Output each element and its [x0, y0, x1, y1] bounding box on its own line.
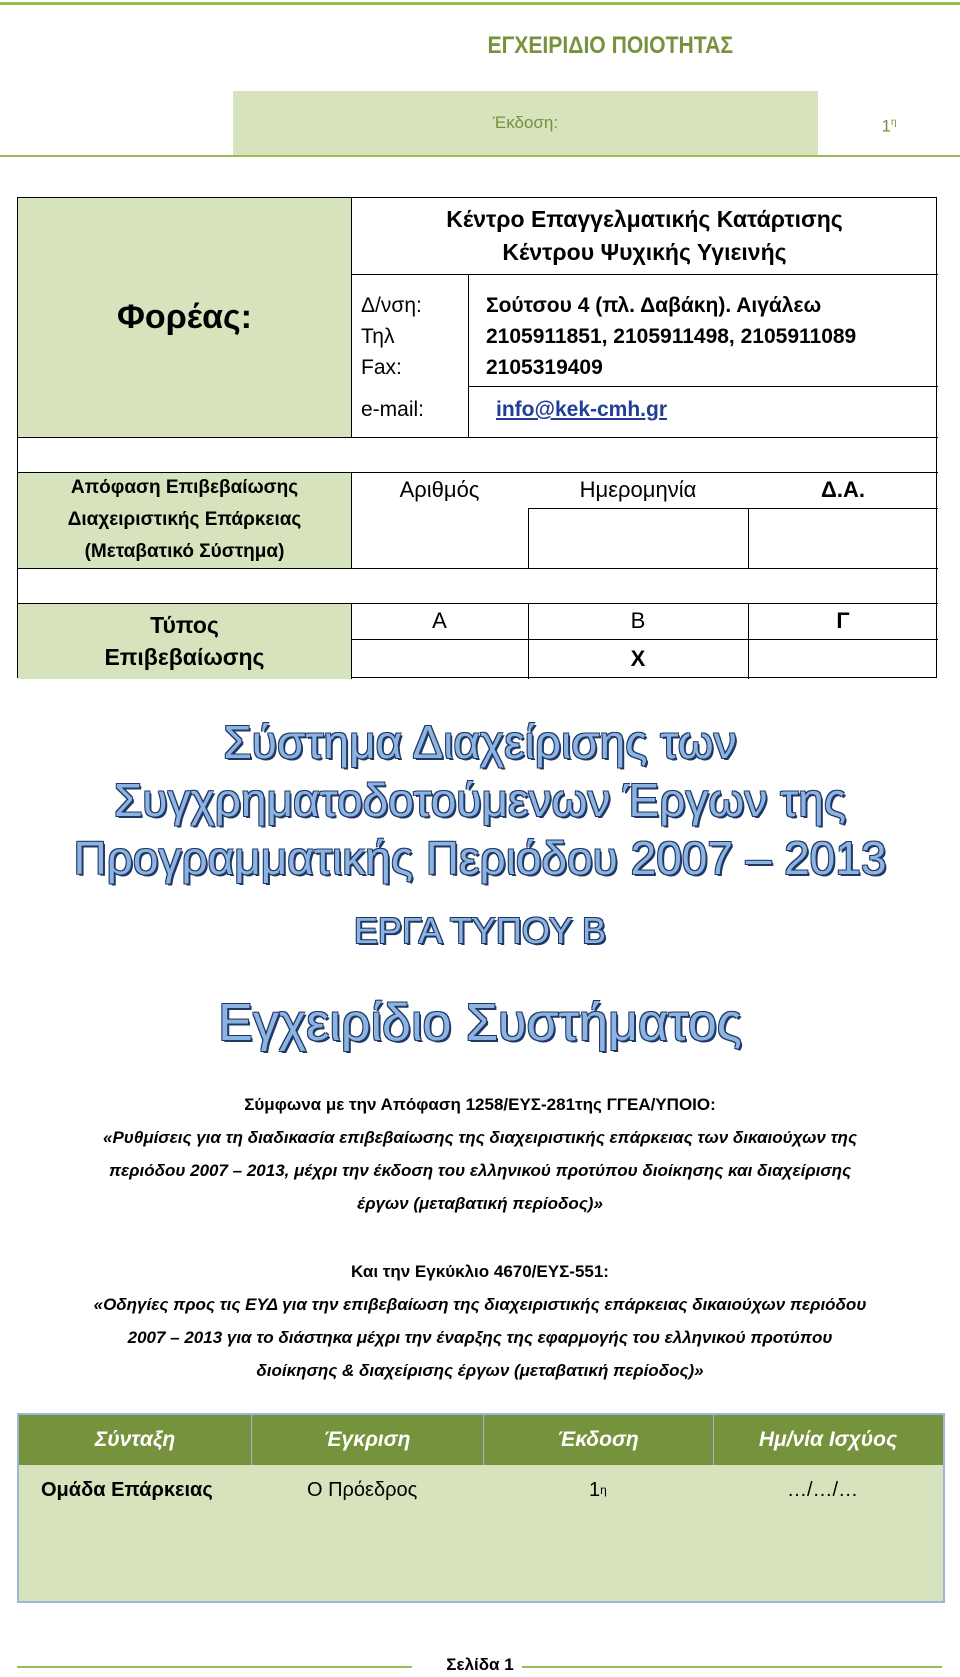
- value-approve: Ο Πρόεδρος: [307, 1478, 418, 1501]
- fax-value: 2105319409: [486, 356, 603, 379]
- address-label: Δ/νση:: [361, 294, 422, 317]
- subtitle: ΕΡΓΑ ΤΥΠΟΥ Β: [353, 910, 607, 951]
- fax-label: Fax:: [361, 356, 402, 379]
- paragraph-line: περιόδου 2007 – 2013, μέχρι την έκδοση του ελληνικού προτύπου διοίκησης και διαχείρισης: [108, 1161, 852, 1180]
- manual-title: ΕΓΧΕΙΡΙΔΙΟ ΠΟΙΟΤΗΤΑΣ: [487, 32, 733, 59]
- type-c: Γ: [836, 608, 850, 633]
- org-name-line: Κέντρο Επαγγελματικής Κατάρτισης: [446, 206, 843, 232]
- type-b-mark: X: [630, 646, 646, 671]
- type-line: Επιβεβαίωσης: [104, 644, 265, 670]
- foreas-label: Φορέας:: [117, 298, 252, 336]
- page-number: Σελίδα 1: [446, 1655, 514, 1674]
- type-line: Τύπος: [150, 612, 219, 638]
- main-title-line: Σύστημα Διαχείρισης των: [223, 716, 737, 768]
- decision-line: Διαχειριστικής Επάρκειας: [67, 509, 302, 530]
- decision-label: [18, 472, 351, 568]
- organisation-info-table: [17, 197, 937, 678]
- email-label: e-mail:: [361, 398, 425, 421]
- header-approve: Έγκριση: [323, 1428, 411, 1451]
- edition-value: [818, 91, 960, 155]
- organisation-name: [351, 198, 938, 274]
- col-date: Ημερομηνία: [579, 477, 697, 502]
- address-value: Σούτσου 4 (πλ. Δαβάκη). Αιγάλεω: [486, 294, 822, 317]
- main-title: [0, 713, 960, 887]
- org-name-line: Κέντρου Ψυχικής Υγιεινής: [502, 239, 787, 265]
- grid-line: [468, 386, 938, 387]
- col-number: Αριθμός: [399, 477, 480, 502]
- main-title-line: Συγχρηματοδοτούμενων Έργων της: [113, 774, 847, 826]
- footer-rule-right: [522, 1666, 942, 1668]
- edition-number: 1: [881, 116, 891, 136]
- paragraph-line: έργων (μεταβατική περίοδος)»: [357, 1194, 603, 1213]
- grid-line: [18, 568, 938, 569]
- decision-line: Απόφαση Επιβεβαίωσης: [70, 477, 299, 498]
- phone-label: Τηλ: [361, 325, 395, 348]
- email-value: [486, 398, 667, 422]
- grid-line: [528, 508, 938, 509]
- paragraph-line: διοίκησης & διαχείρισης έργων (μεταβατική περίοδος)»: [256, 1361, 704, 1380]
- grid-line: [18, 437, 938, 438]
- main-title-line: Προγραμματικής Περιόδου 2007 – 2013: [73, 832, 887, 884]
- decision-paragraph-1: [30, 1088, 930, 1220]
- grid-line: [528, 508, 529, 568]
- edition-label: Έκδοση:: [492, 113, 559, 132]
- value-compose: Ομάδα Επάρκειας: [41, 1478, 213, 1501]
- footer-rule-left: [17, 1666, 412, 1668]
- decision-line: (Μεταβατικό Σύστημα): [84, 541, 285, 562]
- header-rule: [0, 155, 960, 157]
- paragraph-intro: Και την Εγκύκλιο 4670/ΕΥΣ-551:: [351, 1262, 609, 1281]
- paragraph-line: «Ρυθμίσεις για τη διαδικασία επιβεβαίωσης της διαχειριστικής επάρκειας των δικαιούχων της: [103, 1128, 857, 1147]
- phone-value: 2105911851, 2105911498, 2105911089: [486, 325, 857, 348]
- email-link[interactable]: info@kek-cmh.gr: [496, 398, 668, 421]
- grid-line: [468, 274, 469, 437]
- top-rule: [0, 2, 960, 5]
- issue-number: 1: [589, 1478, 601, 1501]
- header-valid-date: Ημ/νία Ισχύος: [758, 1428, 898, 1451]
- paragraph-intro: Σύμφωνα με την Απόφαση 1258/ΕΥΣ-281της ΓΓΕΑ/ΥΠΟΙΟ:: [244, 1095, 716, 1114]
- grid-line: [748, 508, 749, 568]
- paragraph-line: 2007 – 2013 για το διάστηκα μέχρι την έναρξης της εφαρμογής του ελληνικού προτύπου: [127, 1328, 833, 1347]
- paragraph-line: «Οδηγίες προς τις ΕΥΔ για την επιβεβαίωση της διαχειριστικής επάρκειας δικαιούχων περιόδου: [93, 1295, 867, 1314]
- decision-paragraph-2: [30, 1255, 930, 1387]
- header-issue: Έκδοση: [557, 1428, 639, 1451]
- issue-suffix: η: [600, 1483, 607, 1497]
- edition-suffix: η: [890, 117, 897, 128]
- edition-bar: [233, 91, 960, 155]
- type-a: Α: [432, 608, 447, 633]
- header-compose: Σύνταξη: [94, 1428, 176, 1451]
- signoff-table: [17, 1413, 945, 1603]
- col-da: Δ.Α.: [821, 477, 865, 502]
- manual-name: Εγχειρίδιο Συστήματος: [218, 994, 742, 1052]
- grid-line: [351, 274, 938, 275]
- value-valid-date: …/…/…: [787, 1478, 859, 1501]
- signoff-header-row: [19, 1415, 943, 1465]
- type-b: Β: [630, 608, 646, 633]
- type-label: [18, 603, 351, 679]
- value-issue: [589, 1465, 607, 1515]
